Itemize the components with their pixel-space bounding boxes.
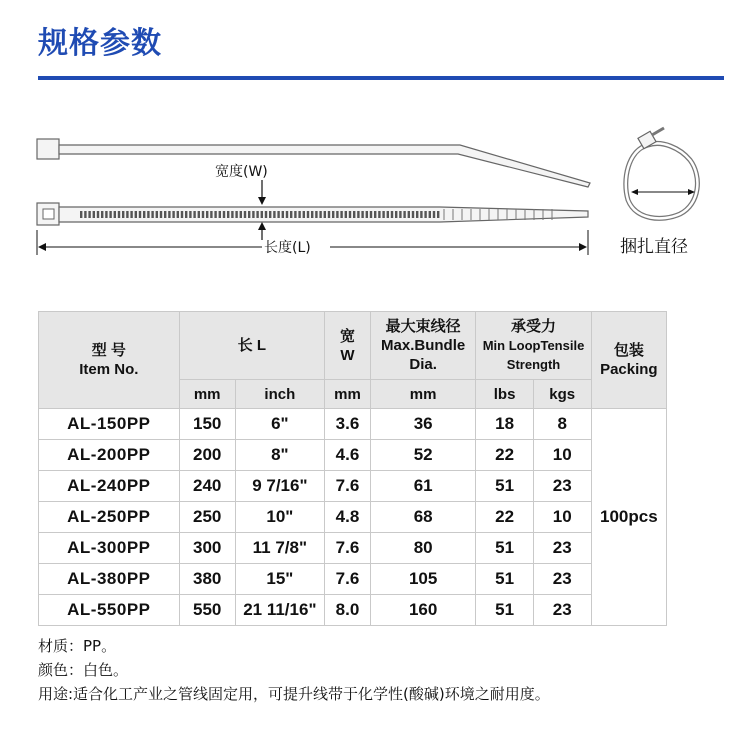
cell-model: AL-550PP [39, 595, 180, 626]
title-divider [38, 76, 724, 80]
cell-mm: 150 [179, 409, 235, 440]
cable-tie-side-view [37, 139, 590, 187]
cell-lbs: 22 [476, 440, 533, 471]
cell-inch: 15" [235, 564, 324, 595]
spec-table [38, 311, 667, 626]
table-row [39, 533, 667, 564]
header-width: 宽 W [325, 312, 371, 380]
notes [38, 634, 550, 706]
unit-kgs: kgs [533, 380, 591, 409]
bundle-diameter-label: 捆扎直径 [620, 237, 688, 257]
cell-mm: 240 [179, 471, 235, 502]
color-note: 颜色：白色。 [38, 661, 129, 679]
cell-width: 4.6 [325, 440, 371, 471]
cell-kgs: 8 [533, 409, 591, 440]
cell-model: AL-150PP [39, 409, 180, 440]
cell-width: 7.6 [325, 533, 371, 564]
cell-lbs: 18 [476, 409, 533, 440]
cell-width: 8.0 [325, 595, 371, 626]
cell-kgs: 23 [533, 533, 591, 564]
header-row [39, 312, 667, 380]
cell-mm: 380 [179, 564, 235, 595]
unit-mm: mm [179, 380, 235, 409]
cell-bundle: 68 [370, 502, 475, 533]
cell-inch: 6" [235, 409, 324, 440]
cell-inch: 11 7/8" [235, 533, 324, 564]
cell-kgs: 23 [533, 564, 591, 595]
cell-model: AL-380PP [39, 564, 180, 595]
cell-width: 3.6 [325, 409, 371, 440]
cell-inch: 10" [235, 502, 324, 533]
table-row [39, 409, 667, 440]
unit-lbs: lbs [476, 380, 533, 409]
cell-kgs: 23 [533, 595, 591, 626]
cell-lbs: 51 [476, 595, 533, 626]
cell-mm: 550 [179, 595, 235, 626]
cell-kgs: 23 [533, 471, 591, 502]
cell-width: 7.6 [325, 471, 371, 502]
header-packing: 包装 Packing [591, 312, 666, 409]
unit-inch: inch [235, 380, 324, 409]
cell-mm: 200 [179, 440, 235, 471]
material-note: 材质：PP。 [38, 637, 117, 655]
cell-mm: 300 [179, 533, 235, 564]
bundle-loop-icon [626, 128, 698, 218]
table-row [39, 471, 667, 502]
cell-mm: 250 [179, 502, 235, 533]
table-row [39, 595, 667, 626]
cell-kgs: 10 [533, 502, 591, 533]
cell-model: AL-200PP [39, 440, 180, 471]
cell-width: 4.8 [325, 502, 371, 533]
cell-model: AL-250PP [39, 502, 180, 533]
table-row [39, 502, 667, 533]
unit-bundle-mm: mm [370, 380, 475, 409]
cell-lbs: 51 [476, 564, 533, 595]
cell-inch: 8" [235, 440, 324, 471]
cell-lbs: 22 [476, 502, 533, 533]
width-label: 宽度(W) [215, 164, 268, 180]
unit-width-mm: mm [325, 380, 371, 409]
cell-kgs: 10 [533, 440, 591, 471]
header-length: 长 L [179, 312, 324, 380]
cell-inch: 9 7/16" [235, 471, 324, 502]
cable-tie-diagram [0, 110, 750, 280]
page-title: 规格参数 [38, 26, 162, 61]
cell-bundle: 105 [370, 564, 475, 595]
table-row [39, 564, 667, 595]
cell-bundle: 80 [370, 533, 475, 564]
cell-bundle: 52 [370, 440, 475, 471]
cell-lbs: 51 [476, 533, 533, 564]
table-row [39, 440, 667, 471]
cell-bundle: 36 [370, 409, 475, 440]
cell-inch: 21 11/16" [235, 595, 324, 626]
header-model: 型 号 Item No. [39, 312, 180, 409]
header-bundle: 最大束线径 Max.Bundle Dia. [370, 312, 475, 380]
header-tensile: 承受力 Min LoopTensile Strength [476, 312, 591, 380]
cell-bundle: 160 [370, 595, 475, 626]
usage-note: 用途:适合化工产业之管线固定用，可提升线带于化学性(酸碱)环境之耐用度。 [38, 685, 550, 703]
cable-tie-top-view [37, 203, 588, 225]
cell-lbs: 51 [476, 471, 533, 502]
cell-packing: 100pcs [591, 409, 666, 626]
cell-bundle: 61 [370, 471, 475, 502]
cell-model: AL-240PP [39, 471, 180, 502]
cell-width: 7.6 [325, 564, 371, 595]
length-label: 长度(L) [264, 240, 311, 256]
cell-model: AL-300PP [39, 533, 180, 564]
